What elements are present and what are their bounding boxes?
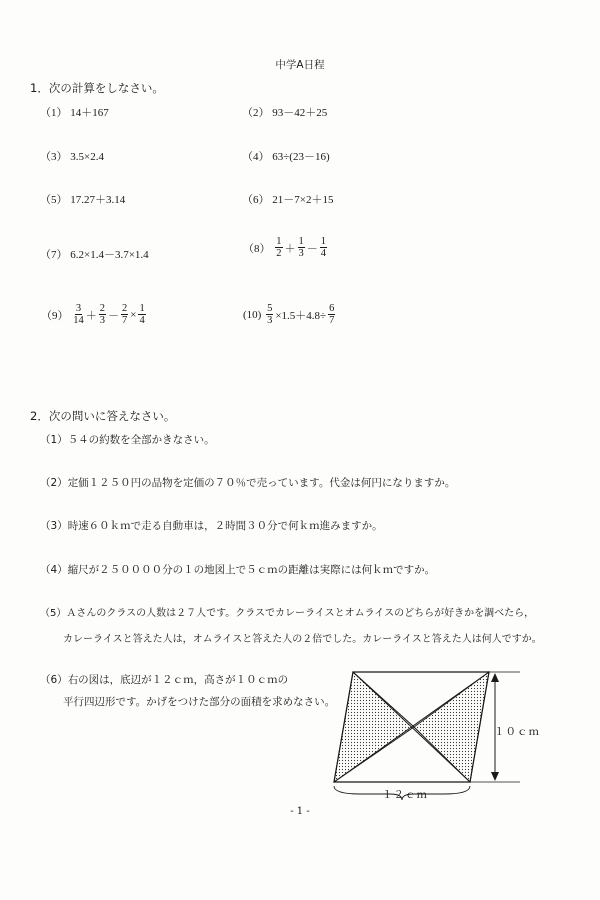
section2-heading: 2．次の問いに答えなさい。 <box>30 409 176 423</box>
arrow-down-icon <box>491 772 499 781</box>
problem-10: (10) $\frac{5}{3}$ ×1.5＋4.8÷ $\frac{6}{7}$ <box>243 303 335 327</box>
problem-label: （3） <box>40 151 68 163</box>
problem-expr: 21－7×2＋15 <box>272 194 334 206</box>
parallelogram-figure <box>320 660 580 800</box>
question-label: （2） <box>40 477 68 489</box>
problem-7 <box>40 246 149 262</box>
question-label: （1） <box>40 434 68 446</box>
fraction: $\frac{1}{3}$ <box>298 236 304 260</box>
fraction: $\frac{5}{3}$ <box>267 303 273 327</box>
question-label: （6） <box>40 674 68 686</box>
problem-label: （5） <box>40 194 68 206</box>
problem-expr: 63÷(23－16) <box>272 151 330 163</box>
section1-heading: 1．次の計算をしなさい。 <box>30 81 164 95</box>
problem-6 <box>242 191 333 207</box>
question-4 <box>40 562 435 577</box>
fraction: $\frac{1}{2}$ <box>276 236 282 260</box>
problem-8: （8） $\frac{1}{2}$ ＋ $\frac{1}{3}$ － $\frac{1}{4}$ <box>243 236 326 260</box>
question-text: 右の図は，底辺が１２ｃｍ，高さが１０ｃｍの <box>67 674 289 686</box>
problem-label: （6） <box>242 194 270 206</box>
question-6 <box>40 672 288 687</box>
problem-expr: 3.5×2.4 <box>70 151 104 163</box>
problem-3 <box>40 148 104 164</box>
base-label: １２ｃｍ <box>382 789 428 801</box>
fraction: $\frac{1}{4}$ <box>139 303 145 327</box>
problem-label: （7） <box>40 249 68 261</box>
question-5-line2: カレーライスと答えた人は，オムライスと答えた人の２倍でした。カレーライスと答えた人は何人ですか。 <box>63 634 542 645</box>
question-2 <box>40 475 455 490</box>
question-text: ５４の約数を全部かきなさい。 <box>67 434 215 446</box>
arrow-up-icon <box>491 673 499 682</box>
problem-label: （2） <box>242 107 270 119</box>
problem-expr: 6.2×1.4－3.7×1.4 <box>70 249 149 261</box>
question-6-line2: 平行四辺形です。かげをつけた部分の面積を求めなさい。 <box>63 696 336 708</box>
question-label: （3） <box>40 520 68 532</box>
question-text: 定価１２５０円の品物を定価の７０％で売っています。代金は何円になりますか。 <box>67 477 456 489</box>
question-1 <box>40 432 215 447</box>
problem-4 <box>242 148 330 164</box>
problem-expr: 17.27＋3.14 <box>70 194 126 206</box>
page-number: - 1 - <box>290 806 310 817</box>
problem-expr: 93－42＋25 <box>272 107 328 119</box>
problem-label: （1） <box>40 107 68 119</box>
page-title: 中学A日程 <box>275 59 325 71</box>
question-text: 時速６０ｋｍで走る自動車は，２時間３０分で何ｋｍ進みますか。 <box>67 520 383 532</box>
problem-label: （9） <box>41 309 69 322</box>
problem-9: （9） $\frac{3}{14}$ ＋ $\frac{2}{3}$ － $\frac{2}{7}$ × $\frac{1}{4}$ <box>41 303 145 327</box>
question-label: （5） <box>40 608 67 619</box>
problem-label: （8） <box>243 242 271 255</box>
height-label: １０ｃｍ <box>494 726 540 738</box>
problem-expr: 14＋167 <box>70 107 109 119</box>
problem-2 <box>242 104 327 120</box>
problem-1 <box>40 104 109 120</box>
fraction: $\frac{3}{14}$ <box>73 303 84 327</box>
shaded-right-triangle <box>414 672 489 782</box>
problem-5 <box>40 191 125 207</box>
question-text: Ａさんのクラスの人数は２７人です。クラスでカレーライスとオムライスのどちらが好きかを調べたら， <box>66 608 535 619</box>
problem-label: （4） <box>242 151 270 163</box>
problem-label: (10) <box>243 308 262 321</box>
fraction: $\frac{6}{7}$ <box>329 303 335 327</box>
fraction: $\frac{1}{4}$ <box>320 236 326 260</box>
question-label: （4） <box>40 564 68 576</box>
fraction: $\frac{2}{7}$ <box>122 303 128 327</box>
question-text: 縮尺が２５００００分の１の地図上で５ｃｍの距離は実際には何ｋｍですか。 <box>67 564 436 576</box>
shaded-left-triangle <box>334 672 414 782</box>
question-5 <box>40 604 534 619</box>
question-3 <box>40 518 383 533</box>
fraction: $\frac{2}{3}$ <box>99 303 105 327</box>
